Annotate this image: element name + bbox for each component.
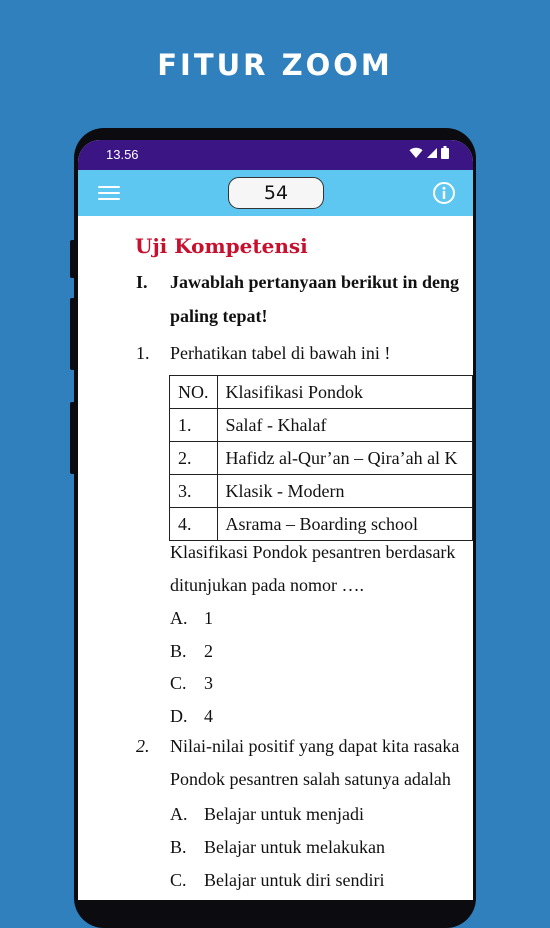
question-text-continued: Pondok pesantren salah satunya adalah: [170, 769, 451, 789]
option-letter: B.: [170, 837, 187, 857]
toolbar: [78, 170, 473, 216]
table-row: [170, 409, 473, 442]
option-letter: A.: [170, 608, 188, 628]
table-header-cell: Klasifikasi Pondok: [217, 376, 473, 409]
page-number-field[interactable]: 54: [228, 177, 324, 209]
question-text: Perhatikan tabel di bawah ini !: [170, 343, 391, 363]
table-header-row: [170, 376, 473, 409]
phone-screen: [78, 140, 473, 900]
menu-icon[interactable]: [98, 182, 120, 204]
question-text-continued: ditunjukan pada nomor ….: [170, 575, 364, 595]
info-icon[interactable]: [432, 181, 456, 210]
table-row: [170, 442, 473, 475]
option-text: Belajar untuk melakukan: [204, 837, 385, 857]
option-text: 2: [204, 641, 213, 661]
table-cell: Salaf - Khalaf: [217, 409, 473, 442]
wifi-icon: [409, 146, 423, 164]
table-cell: 2.: [170, 442, 218, 475]
section-instruction-continued: paling tepat!: [170, 306, 268, 326]
section-instruction: Jawablah pertanyaan berikut in deng: [170, 272, 460, 292]
phone-side-button: [70, 240, 75, 278]
classification-table: [169, 375, 473, 541]
option-text: Belajar untuk diri sendiri: [204, 870, 385, 890]
question-number: 1.: [136, 343, 150, 363]
table-cell: Klasik - Modern: [217, 475, 473, 508]
status-time: 13.56: [106, 147, 139, 162]
table-row: [170, 475, 473, 508]
option-text: 3: [204, 673, 213, 693]
question-number: 2.: [136, 736, 150, 756]
phone-side-button: [70, 298, 75, 370]
page-heading: Uji Kompetensi: [135, 234, 308, 258]
table-cell: Hafidz al-Qur’an – Qira’ah al K: [217, 442, 473, 475]
option-letter: A.: [170, 804, 188, 824]
battery-icon: [441, 146, 449, 164]
option-text: Belajar untuk menjadi: [204, 804, 364, 824]
table-cell: 1.: [170, 409, 218, 442]
option-letter: C.: [170, 870, 187, 890]
banner-title: FITUR ZOOM: [157, 48, 393, 82]
section-number: I.: [136, 272, 148, 292]
table-cell: 3.: [170, 475, 218, 508]
document-page[interactable]: [78, 216, 473, 900]
option-text: 4: [204, 706, 213, 726]
status-bar: [78, 140, 473, 170]
phone-side-button: [70, 402, 75, 474]
question-text-continued: Klasifikasi Pondok pesantren berdasark: [170, 542, 456, 562]
signal-icon: [426, 146, 438, 164]
question-text: Nilai-nilai positif yang dapat kita rasaka: [170, 736, 460, 756]
option-letter: C.: [170, 673, 187, 693]
table-cell: Asrama – Boarding school: [217, 508, 473, 541]
option-text: 1: [204, 608, 213, 628]
table-row: [170, 508, 473, 541]
table-header-cell: NO.: [170, 376, 218, 409]
option-letter: B.: [170, 641, 187, 661]
option-letter: D.: [170, 706, 188, 726]
table-cell: 4.: [170, 508, 218, 541]
